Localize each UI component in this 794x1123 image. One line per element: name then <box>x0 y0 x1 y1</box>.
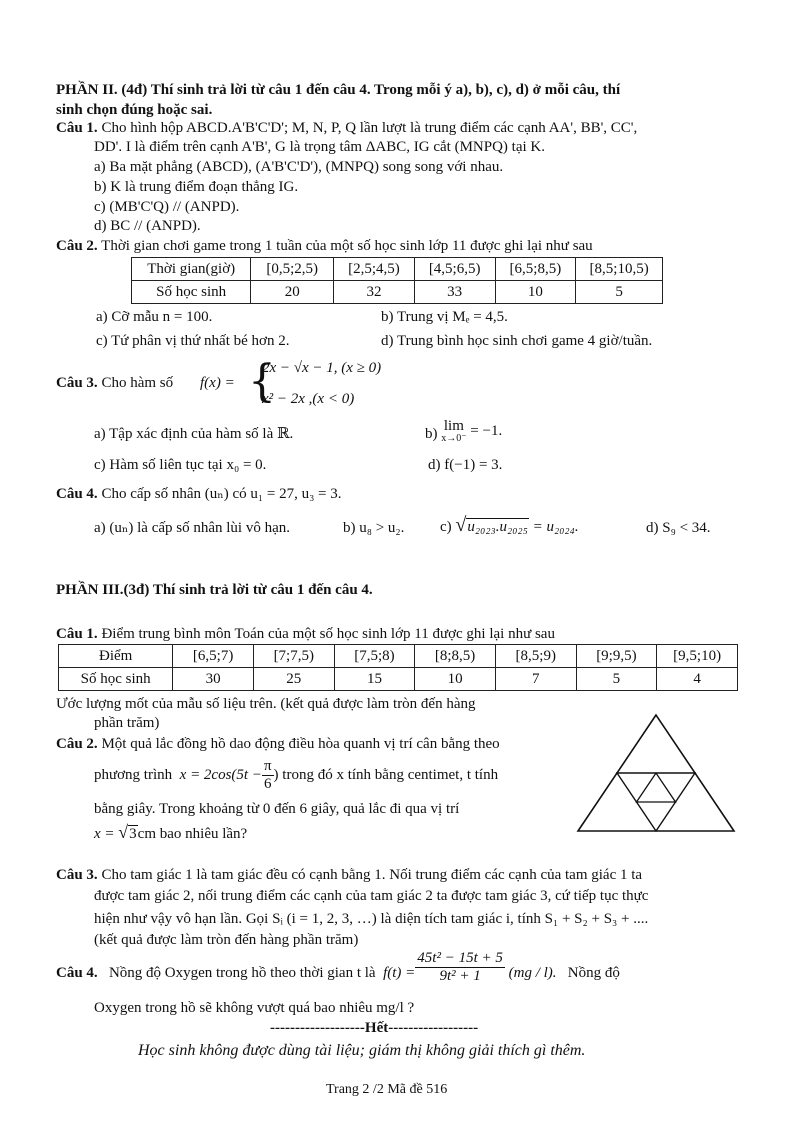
table-cell: [9;9,5) <box>576 645 657 668</box>
part3-heading: PHẦN III.(3đ) Thí sinh trả lời từ câu 1 đến câu 4. <box>56 582 373 598</box>
p3-q2-line4: x = √3cm bao nhiêu lần? <box>94 822 248 842</box>
p2-q4-option-b: b) u₈ > u₂. <box>343 520 405 536</box>
table-row <box>59 645 738 668</box>
p3-q3-line2: được tam giác 2, nối trung điểm các cạnh của tam giác 2 ta được tam giác 3, cứ tiếp tục thực <box>94 888 649 904</box>
table-cell: [7;7,5) <box>253 645 334 668</box>
p2-q1-line2: DD'. I là điểm trên cạnh A'B', G là trọng tâm ΔABC, IG cắt (MNPQ) tại K. <box>94 139 546 155</box>
table-row <box>59 668 738 691</box>
p2-q4-option-a: a) (uₙ) là cấp số nhân lùi vô hạn. <box>94 520 291 536</box>
table-cell: [7,5;8) <box>334 645 415 668</box>
p2-q1-option-d: d) BC // (ANPD). <box>94 218 201 234</box>
table-cell: 10 <box>415 668 496 691</box>
p3-q1-line1: Câu 1. Điểm trung bình môn Toán của một số học sinh lớp 11 được ghi lại như sau <box>56 626 555 642</box>
table-cell: 33 <box>414 281 495 304</box>
table-cell: 5 <box>576 668 657 691</box>
table-cell: [8,5;10,5) <box>576 258 663 281</box>
p3-q2-line1: Câu 2. Một quả lắc đồng hồ dao động điều hòa quanh vị trí cân bằng theo <box>56 736 500 752</box>
table-row <box>132 258 663 281</box>
end-marker: -------------------Hết------------------ <box>270 1020 479 1036</box>
p2-q2-option-a: a) Cỡ mẫu n = 100. <box>96 309 213 325</box>
sqrt-icon: √ <box>118 822 129 842</box>
p3-q2-line3: bằng giây. Trong khoảng từ 0 đến 6 giây, quả lắc đi qua vị trí <box>94 801 460 817</box>
table-cell: 7 <box>495 668 576 691</box>
p2-q3-option-a: a) Tập xác định của hàm số là ℝ. <box>94 426 294 442</box>
p2-q1-option-c: c) (MB'C'Q) // (ANPD). <box>94 199 240 215</box>
table-cell: Thời gian(giờ) <box>132 258 251 281</box>
table-cell: [8,5;9) <box>495 645 576 668</box>
p2-q2-option-c: c) Tứ phân vị thứ nhất bé hơn 2. <box>96 333 290 349</box>
table-row <box>132 281 663 304</box>
exam-note: Học sinh không được dùng tài liệu; giám thị không giải thích gì thêm. <box>138 1042 586 1059</box>
table-cell: [0,5;2,5) <box>251 258 334 281</box>
table-cell: [6,5;8,5) <box>495 258 576 281</box>
piecewise-brace: { <box>248 356 276 407</box>
p2-q1-option-a: a) Ba mặt phẳng (ABCD), (A'B'C'D'), (MNPQ) song song với nhau. <box>94 159 504 175</box>
p3-q3-line1: Câu 3. Cho tam giác 1 là tam giác đều có cạnh bằng 1. Nối trung điểm các cạnh của tam giác 1 ta <box>56 867 643 883</box>
table-cell: Điểm <box>59 645 173 668</box>
math-score-table <box>58 644 738 691</box>
p2-q3-option-c: c) Hàm số liên tục tại x₀ = 0. <box>94 457 267 473</box>
p3-q4-line1: Câu 4. Nồng độ Oxygen trong hồ theo thời gian t là f(t) = $\frac{\text{45t² − 15t + 5}}{\text{9t² + 1}}$ (mg / l). Nồng độ <box>56 950 620 984</box>
p3-q2-line2: phương trình x = 2cos(5t − $\frac{\pi}{6}$ ) trong đó x tính bằng centimet, t tính <box>94 758 499 792</box>
p2-q2-option-d: d) Trung bình học sinh chơi game 4 giờ/tuần. <box>381 333 653 349</box>
p2-q3-option-b: b) lim x→0⁻ = −1. <box>425 418 503 444</box>
table-cell: 30 <box>173 668 254 691</box>
p2-q1-option-b: b) K là trung điểm đoạn thẳng IG. <box>94 179 299 195</box>
table-cell: [4,5;6,5) <box>414 258 495 281</box>
p3-q1-after2: phần trăm) <box>94 715 160 731</box>
p2-q4-option-d: d) S₉ < 34. <box>646 520 711 536</box>
nested-triangles-figure <box>575 712 737 834</box>
table-cell: 5 <box>576 281 663 304</box>
page-number: Trang 2 /2 Mã đề 516 <box>326 1082 448 1097</box>
table-cell: Số học sinh <box>59 668 173 691</box>
p2-q4-line1: Câu 4. Cho cấp số nhân (uₙ) có u₁ = 27, u₃ = 3. <box>56 486 342 502</box>
table-cell: 10 <box>495 281 576 304</box>
table-cell: 4 <box>657 668 738 691</box>
sqrt-icon: √ <box>455 514 467 536</box>
game-time-table <box>131 257 663 304</box>
p2-q2-line1: Câu 2. Thời gian chơi game trong 1 tuần của một số học sinh lớp 11 được ghi lại như sau <box>56 238 593 254</box>
p2-q2-option-b: b) Trung vị Mₑ = 4,5. <box>381 309 508 325</box>
p2-q3-case2: x² − 2x ,(x < 0) <box>262 391 355 407</box>
table-cell: [2,5;4,5) <box>334 258 415 281</box>
table-cell: 25 <box>253 668 334 691</box>
p2-q3-line1: Câu 3. Cho hàm số <box>56 375 174 391</box>
p3-q4-line2: Oxygen trong hồ sẽ không vượt quá bao nhiêu mg/l ? <box>94 1000 415 1016</box>
p3-q3-line3: hiện như vậy vô hạn lần. Gọi Sᵢ (i = 1, 2, 3, …) là diện tích tam giác i, tính S₁ + S₂ + S₃ + .... <box>94 911 649 927</box>
p2-q3-case1: 2x − √x − 1, (x ≥ 0) <box>262 360 382 376</box>
table-cell: 32 <box>334 281 415 304</box>
table-cell: [6,5;7) <box>173 645 254 668</box>
p2-q3-option-d: d) f(−1) = 3. <box>428 457 503 473</box>
p3-q1-after1: Ước lượng mốt của mẫu số liệu trên. (kết quả được làm tròn đến hàng <box>56 696 476 712</box>
part2-heading-line2: sinh chọn đúng hoặc sai. <box>56 102 213 118</box>
part2-heading: PHẦN II. (4đ) Thí sinh trả lời từ câu 1 đến câu 4. Trong mỗi ý a), b), c), d) ở mỗi câu, thí <box>56 82 621 98</box>
table-cell: [8;8,5) <box>415 645 496 668</box>
table-cell: Số học sinh <box>132 281 251 304</box>
table-cell: 15 <box>334 668 415 691</box>
triangle-3 <box>637 773 676 802</box>
p3-q3-line4: (kết quả được làm tròn đến hàng phần trăm) <box>94 932 359 948</box>
p2-q3-fx: f(x) = <box>200 375 235 391</box>
table-cell: [9,5;10) <box>657 645 738 668</box>
table-cell: 20 <box>251 281 334 304</box>
p2-q4-option-c: c) √u₂₀₂₃.u₂₀₂₅ = u₂₀₂₄. <box>440 514 579 536</box>
p2-q1-line1: Câu 1. Cho hình hộp ABCD.A'B'C'D'; M, N, P, Q lần lượt là trung điểm các cạnh AA', BB', CC', <box>56 120 638 136</box>
